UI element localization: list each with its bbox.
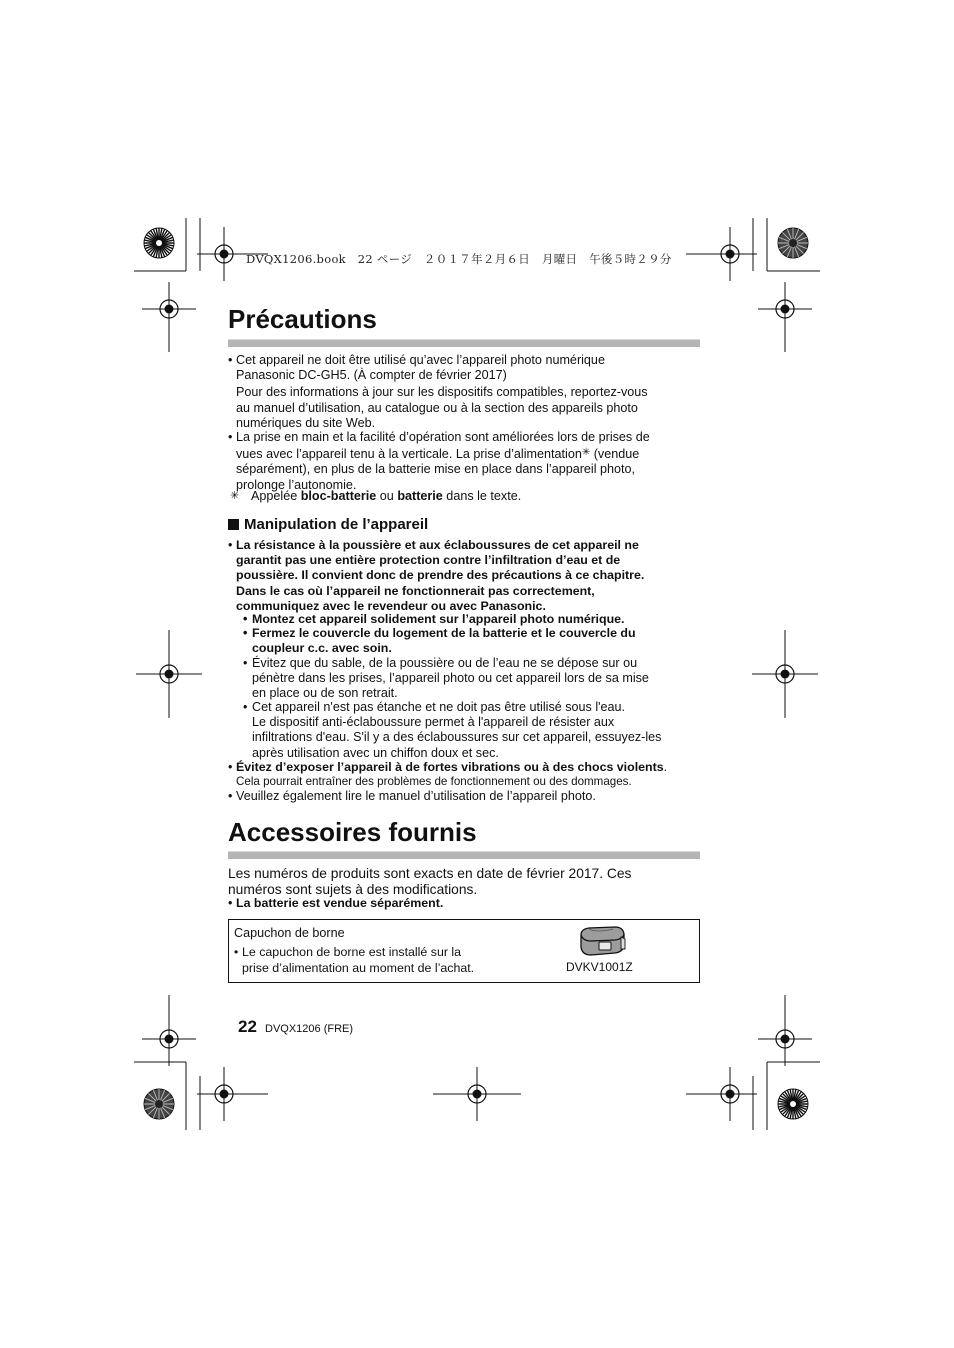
battery-sold-separately-note: La batterie est vendue séparément. — [236, 896, 444, 910]
manipulation-sub-1: Montez cet appareil solidement sur l’appareil photo numérique. — [252, 612, 625, 626]
bullet: • — [228, 538, 233, 552]
text-line: Panasonic DC-GH5. (À compter de février 2017) — [236, 368, 507, 383]
bold-term: batterie — [397, 489, 443, 503]
text-line: prise d’alimentation au moment de l’achat. — [242, 960, 475, 975]
text-line: Dans le cas où l’appareil ne fonctionnerait pas correctement, — [236, 583, 595, 598]
bullet: • — [228, 353, 233, 367]
text-line: Pour des informations à jour sur les dispositifs compatibles, reportez-vous — [236, 385, 648, 400]
text-line: garantit pas une entière protection contre l’infiltration d’eau et de — [236, 553, 621, 568]
text-line: Cela pourrait entraîner des problèmes de fonctionnement ou des dommages. — [236, 775, 632, 789]
text-line: infiltrations d'eau. S'il y a des éclaboussures sur cet appareil, essuyez-les — [252, 730, 662, 745]
bold-term: bloc-batterie — [300, 489, 377, 503]
text-span: . — [663, 760, 668, 774]
text-line: La prise en main et la facilité d’opération sont améliorées lors de prises de — [236, 430, 650, 444]
text-line: Fermez le couvercle du logement de la batterie et le couvercle du — [252, 626, 636, 640]
bullet: • — [243, 612, 248, 626]
bullet: • — [228, 789, 233, 803]
bullet: • — [228, 760, 233, 774]
accessory-item-name: Capuchon de borne — [234, 926, 345, 940]
text-line: en place ou de son retrait. — [252, 686, 398, 701]
bullet: • — [243, 700, 248, 714]
accessories-title: Accessoires fournis — [228, 817, 477, 847]
page-number: 22 — [238, 1017, 257, 1036]
text-line: Évitez que du sable, de la poussière ou de l’eau ne se dépose sur ou — [252, 656, 638, 670]
text-line: La résistance à la poussière et aux éclaboussures de cet appareil ne — [236, 538, 639, 552]
text-line: séparément), en plus de la batterie mise en place dans l’appareil photo, — [236, 462, 636, 477]
bullet: • — [234, 945, 239, 959]
text-span: dans le texte. — [442, 489, 522, 503]
print-header-line: DVQX1206.book 22 ページ ２０１７年２月６日 月曜日 午後５時２９分 — [246, 252, 672, 266]
text-line: Cet appareil n'est pas étanche et ne doit pas être utilisé sous l'eau. — [252, 700, 626, 714]
heading-text: Manipulation de l’appareil — [244, 516, 429, 533]
text-line: numériques du site Web. — [236, 415, 376, 430]
text-line: au manuel d’utilisation, au catalogue ou à la section des appareils photo — [236, 400, 638, 415]
manipulation-manual-note: Veuillez également lire le manuel d’utilisation de l’appareil photo. — [236, 789, 596, 803]
text-line: Le capuchon de borne est installé sur la — [242, 945, 462, 959]
text-line: Les numéros de produits sont exacts en date de février 2017. Ces — [228, 866, 632, 881]
document-code: DVQX1206 (FRE) — [265, 1023, 354, 1035]
bold-text: Évitez d’exposer l’appareil à de fortes vibrations ou à des chocs violents — [236, 760, 664, 774]
text-span: (vendue — [590, 447, 640, 462]
text-line: Cet appareil ne doit être utilisé qu’avec l’appareil photo numérique — [236, 353, 605, 367]
text-line: communiquez avec le revendeur ou avec Panasonic. — [236, 598, 546, 613]
text-line: prolonge l’autonomie. — [236, 477, 357, 492]
text-span: Appelée — [251, 489, 301, 503]
text-span: vues avec l’appareil tenu à la verticale. La prise d’alimentation — [236, 447, 582, 462]
bullet: • — [228, 430, 233, 444]
text-line: poussière. Il convient donc de prendre des précautions à ce chapitre. — [236, 568, 645, 583]
text-line: coupleur c.c. avec soin. — [252, 641, 392, 656]
bullet: • — [228, 896, 233, 910]
text-line: numéros sont sujets à des modifications. — [228, 881, 478, 897]
text-line: pénètre dans les prises, l’appareil photo ou cet appareil lors de sa mise — [252, 671, 649, 686]
bullet: • — [243, 626, 248, 640]
text-line: après utilisation avec un chiffon doux et sec. — [252, 745, 499, 760]
accessory-item-code: DVKV1001Z — [566, 960, 633, 974]
asterisk-mark: ✳ — [581, 447, 591, 459]
precautions-title: Précautions — [228, 304, 377, 334]
text-span: ou — [376, 489, 398, 503]
bullet: • — [243, 656, 248, 670]
text-line: Le dispositif anti-éclaboussure permet à l'appareil de résister aux — [252, 715, 615, 730]
asterisk-mark: ✳ — [230, 490, 240, 502]
